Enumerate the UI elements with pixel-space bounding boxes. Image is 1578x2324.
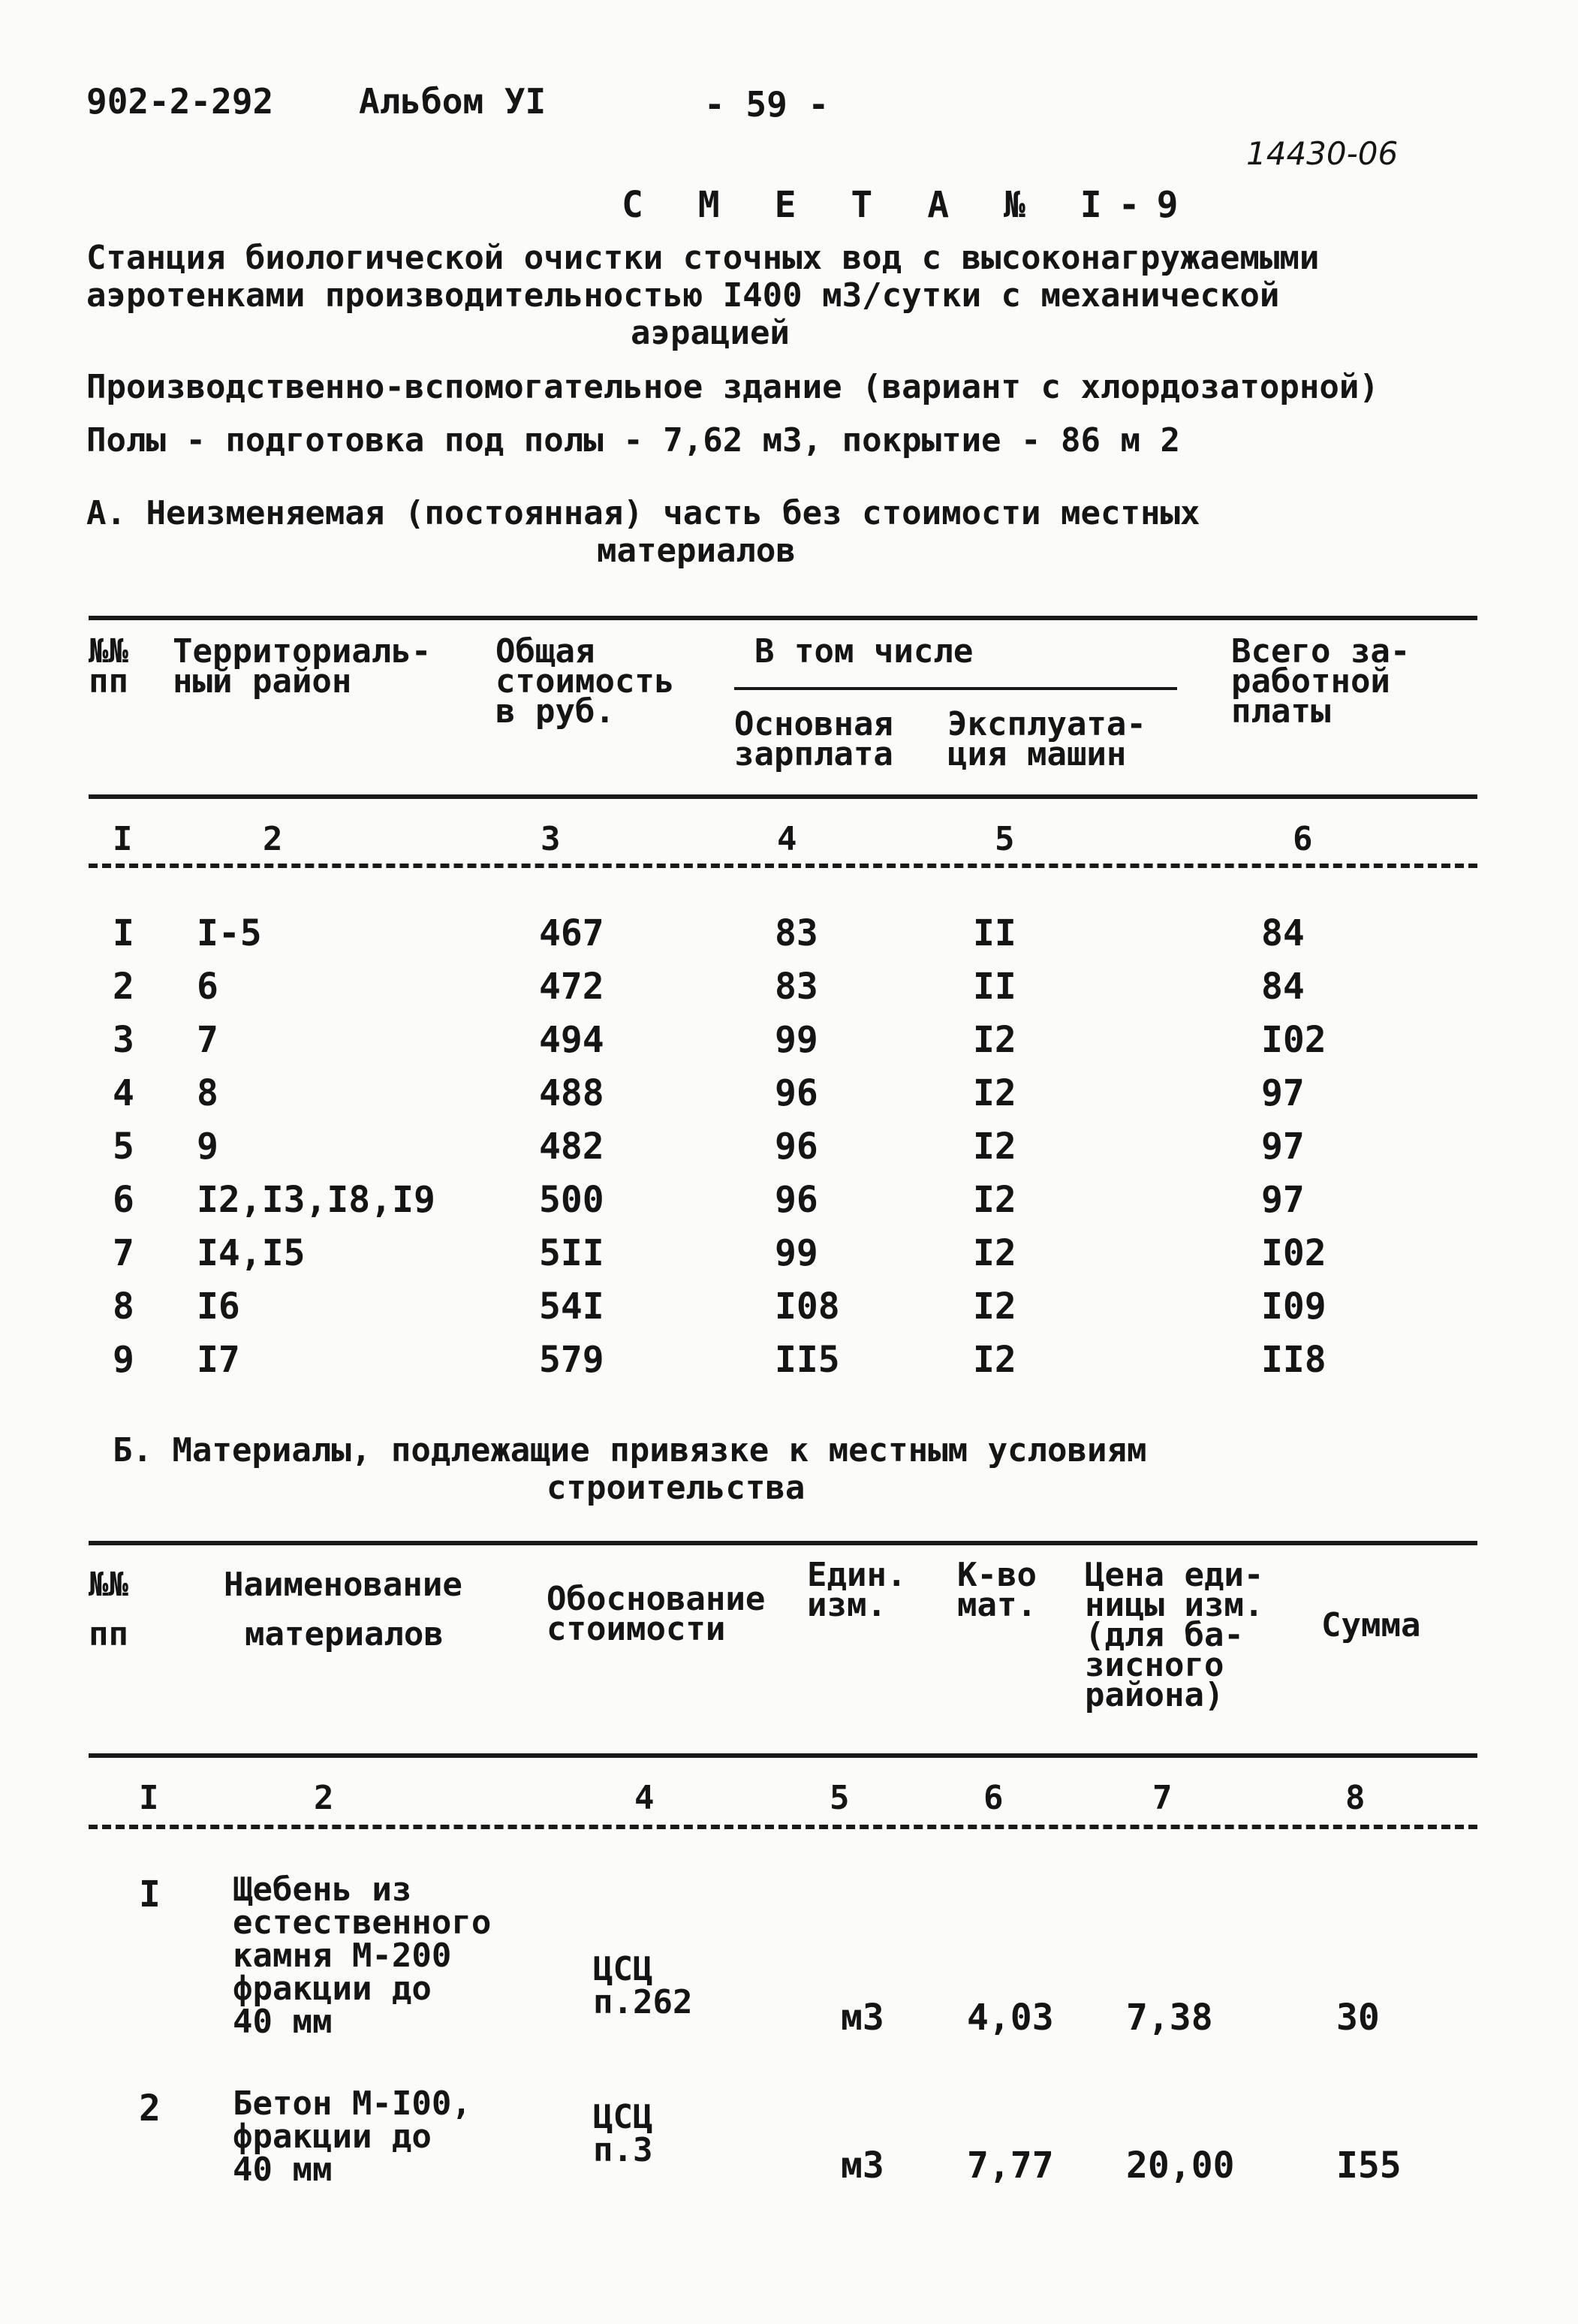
row-sum: I55 (1336, 2145, 1402, 2187)
row-price: 20,00 (1126, 2145, 1235, 2187)
table-b-dash-rule (89, 1825, 1477, 1829)
row-district: I2,I3,I8,I9 (197, 1179, 435, 1221)
material-name-line: естественного (233, 1904, 492, 1942)
row-district: 8 (197, 1072, 218, 1114)
material-name-line: камня М-200 (233, 1937, 452, 1975)
col-number: 4 (634, 1779, 655, 1817)
row-salary: 83 (775, 912, 818, 954)
row-wages: I02 (1261, 1232, 1327, 1274)
row-wages: 84 (1261, 912, 1305, 954)
col-a-district-header: Территориаль- ный район (173, 632, 432, 701)
row-num: 4 (113, 1072, 134, 1114)
row-material-name (233, 2084, 471, 2189)
col-a-wages-header: Всего за- работной платы (1231, 632, 1411, 731)
row-num: 5 (113, 1126, 134, 1168)
col-number: 2 (263, 820, 283, 858)
col-a-total-header: Общая стоимость в руб. (495, 632, 675, 731)
row-district: 7 (197, 1019, 218, 1061)
col-b-unit-header: Един. изм. (807, 1556, 907, 1624)
row-district: I4,I5 (197, 1232, 306, 1274)
col-number: 5 (995, 820, 1015, 858)
row-machines: I2 (973, 1286, 1016, 1328)
row-salary: 99 (775, 1232, 818, 1274)
row-wages: II8 (1261, 1339, 1327, 1381)
row-district: 9 (197, 1126, 218, 1168)
album-label: Альбом УI (359, 81, 547, 122)
col-b-num-header: №№ пп (89, 1566, 128, 1653)
row-total: 5II (539, 1232, 604, 1274)
row-sum: 30 (1336, 1997, 1380, 2039)
row-salary: 83 (775, 966, 818, 1008)
row-machines: I2 (973, 1179, 1016, 1221)
row-salary: 99 (775, 1019, 818, 1061)
material-name-line: Бетон М-I00, (233, 2084, 471, 2123)
table-a-top-rule (89, 616, 1477, 620)
row-total: 494 (539, 1019, 604, 1061)
col-a-num-header: №№ пп (89, 632, 128, 701)
row-num: 3 (113, 1019, 134, 1061)
col-b-basis-header: Обоснование стоимости (547, 1580, 766, 1648)
building-line: Производственно-вспомогательное здание (вариант с хлордозаторной) (86, 368, 1379, 406)
col-number: 8 (1345, 1779, 1366, 1817)
row-qty: 4,03 (967, 1997, 1054, 2039)
row-district: I-5 (197, 912, 262, 954)
material-name-line: 40 мм (233, 2151, 333, 2189)
row-unit: м3 (841, 2145, 884, 2187)
row-num: 2 (113, 966, 134, 1008)
table-b-header-rule (89, 1753, 1477, 1758)
including-underline (734, 687, 1177, 690)
row-total: 579 (539, 1339, 604, 1381)
row-total: 482 (539, 1126, 604, 1168)
col-a-salary-header: Основная зарплата (734, 705, 893, 773)
section-a-title: А. Неизменяемая (постоянная) часть без стоимости местных (86, 494, 1200, 532)
row-salary: 96 (775, 1179, 818, 1221)
row-salary: 96 (775, 1126, 818, 1168)
col-number: 7 (1152, 1779, 1173, 1817)
row-wages: 97 (1261, 1179, 1305, 1221)
section-b-title: Б. Материалы, подлежащие привязке к местным условиям (113, 1431, 1147, 1469)
row-total: 54I (539, 1286, 604, 1328)
row-total: 488 (539, 1072, 604, 1114)
row-wages: 84 (1261, 966, 1305, 1008)
row-machines: I2 (973, 1339, 1016, 1381)
basis-line: ЦСЦ (593, 1950, 653, 1988)
col-b-price-header: Цена еди- ницы изм. (для ба- зисного района) (1085, 1556, 1264, 1714)
material-name-line: Щебень из (233, 1870, 412, 1909)
col-number: 2 (314, 1779, 334, 1817)
col-a-machines-header: Эксплуата- ция машин (947, 705, 1146, 773)
row-machines: I2 (973, 1019, 1016, 1061)
description-line-3: аэрацией (631, 314, 790, 352)
row-wages: I02 (1261, 1019, 1327, 1061)
row-qty: 7,77 (967, 2145, 1054, 2187)
table-b-top-rule (89, 1541, 1477, 1545)
floors-line: Полы - подготовка под полы - 7,62 м3, покрытие - 86 м 2 (86, 421, 1180, 460)
row-wages: 97 (1261, 1126, 1305, 1168)
description-line-1: Станция биологической очистки сточных вод с высоконагружаемыми (86, 239, 1320, 277)
row-unit: м3 (841, 1997, 884, 2039)
page-title: С М Е Т А № I-9 (622, 184, 1195, 226)
table-a-header-rule (89, 794, 1477, 799)
col-number: 5 (830, 1779, 850, 1817)
row-material-name (233, 1870, 492, 2041)
row-machines: II (973, 912, 1016, 954)
material-name-line: фракции до (233, 1970, 432, 2008)
row-salary: II5 (775, 1339, 840, 1381)
col-number: 3 (541, 820, 561, 858)
row-salary: 96 (775, 1072, 818, 1114)
col-a-including-header: В том числе (754, 632, 974, 671)
row-salary: I08 (775, 1286, 840, 1328)
row-machines: II (973, 966, 1016, 1008)
section-b-title-cont: строительства (547, 1469, 806, 1507)
material-name-line: фракции до (233, 2118, 432, 2156)
section-a-title-cont: материалов (597, 532, 796, 570)
row-basis (593, 1950, 693, 2021)
row-total: 500 (539, 1179, 604, 1221)
row-wages: 97 (1261, 1072, 1305, 1114)
row-num: I (113, 912, 134, 954)
row-machines: I2 (973, 1126, 1016, 1168)
col-b-sum-header: Сумма (1321, 1606, 1421, 1644)
row-total: 472 (539, 966, 604, 1008)
col-number: 6 (1293, 820, 1313, 858)
row-num: I (139, 1873, 161, 1916)
row-total: 467 (539, 912, 604, 954)
table-a-dash-rule (89, 864, 1477, 868)
col-number: I (139, 1779, 159, 1817)
col-number: I (113, 820, 133, 858)
row-num: 2 (139, 2087, 161, 2130)
row-basis (593, 2098, 653, 2169)
row-machines: I2 (973, 1072, 1016, 1114)
document-code: 902-2-292 (86, 81, 274, 122)
col-number: 6 (983, 1779, 1004, 1817)
col-b-qty-header: К-во мат. (957, 1556, 1037, 1624)
basis-line: п.3 (593, 2131, 653, 2169)
row-district: 6 (197, 966, 218, 1008)
material-name-line: 40 мм (233, 2003, 333, 2041)
description-line-2: аэротенками производительностью I400 м3/сутки с механической (86, 276, 1280, 315)
row-district: I7 (197, 1339, 240, 1381)
row-num: 6 (113, 1179, 134, 1221)
basis-line: ЦСЦ (593, 2098, 653, 2136)
row-num: 9 (113, 1339, 134, 1381)
basis-line: п.262 (593, 1983, 693, 2021)
row-price: 7,38 (1126, 1997, 1213, 2039)
col-number: 4 (777, 820, 797, 858)
row-district: I6 (197, 1286, 240, 1328)
handwritten-code: 14430-06 (1246, 135, 1399, 172)
row-num: 7 (113, 1232, 134, 1274)
row-num: 8 (113, 1286, 134, 1328)
col-b-name-header: Наименование материалов (224, 1566, 462, 1653)
page-number: - 59 - (704, 84, 830, 125)
row-machines: I2 (973, 1232, 1016, 1274)
row-wages: I09 (1261, 1286, 1327, 1328)
